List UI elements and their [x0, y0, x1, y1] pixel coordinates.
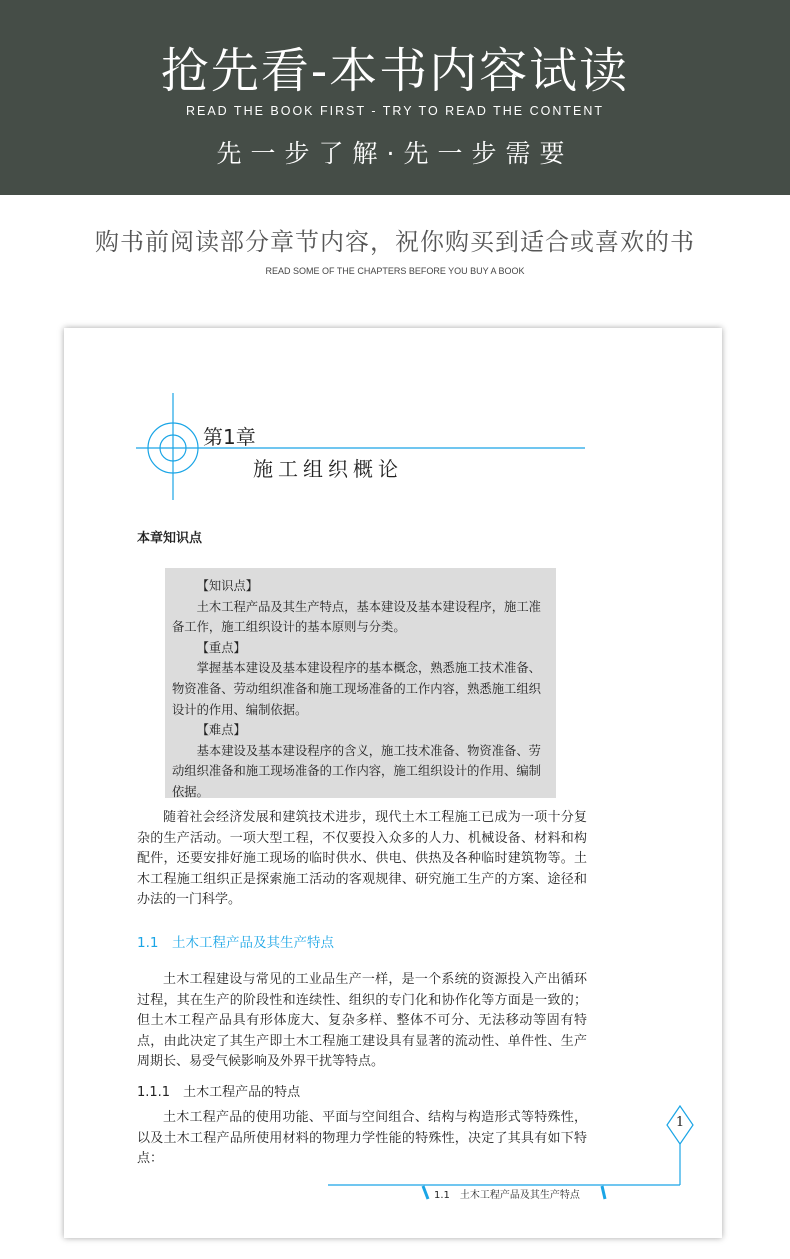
key-points-text: 掌握基本建设及基本建设程序的基本概念，熟悉施工技术准备、物资准备、劳动组织准备和施工现场准备的工作内容，熟悉施工组织设计的作用、编制依据。	[172, 661, 541, 717]
chapter-label: 第1章	[203, 425, 256, 449]
section-heading: 1.1 土木工程产品及其生产特点	[137, 935, 334, 951]
key-points-label: 【重点】	[196, 640, 246, 655]
banner-slogan: 先一步了解·先一步需要	[216, 139, 574, 168]
intro-title: 购书前阅读部分章节内容，祝你购买到适合或喜欢的书	[95, 228, 695, 256]
intro-subtitle: READ SOME OF THE CHAPTERS BEFORE YOU BUY A BOOK	[265, 266, 525, 276]
difficulties-label: 【难点】	[196, 723, 246, 738]
subsection-heading: 1.1.1 土木工程产品的特点	[137, 1085, 301, 1100]
knowledge-heading: 本章知识点	[137, 531, 203, 546]
page-number: 1	[675, 1115, 685, 1130]
chapter-target-icon	[130, 390, 600, 510]
knowledge-label: 【知识点】	[196, 579, 259, 593]
intro-paragraph: 随着社会经济发展和建筑技术进步，现代土木工程施工已成为一项十分复杂的生产活动。一项大型工程，不仅要投入众多的人力、机械设备、材料和构配件，还要安排好施工现场的临时供水、供电、供热及各种临时建筑物等。土木工程施工组织正是探索施工活动的客观规律、研究施工生产的方案、途径和办法的一门科学。	[137, 810, 587, 908]
chapter-title: 施工组织概论	[253, 457, 403, 481]
banner-subtitle: READ THE BOOK FIRST - TRY TO READ THE CONTENT	[185, 104, 605, 118]
knowledge-box	[165, 568, 556, 798]
subsection-paragraph: 土木工程产品的使用功能、平面与空间组合、结构与构造形式等特殊性，以及土木工程产品所使用材料的物理力学性能的特殊性，决定了其具有如下特点：	[137, 1110, 587, 1167]
running-footer: 1.1 土木工程产品及其生产特点	[434, 1190, 580, 1201]
section-paragraph: 土木工程建设与常见的工业品生产一样，是一个系统的资源投入产出循环过程，其在生产的阶段性和连续性、组织的专门化和协作化等方面是一致的；但土木工程产品具有形体庞大、复杂多样、整体不可分、无法移动等固有特点，由此决定了其生产即土木工程施工建设具有显著的流动性、单件性、生产周期长、易受气候影响及外界干扰等特点。	[137, 972, 587, 1070]
knowledge-text: 土木工程产品及其生产特点，基本建设及基本建设程序，施工准备工作，施工组织设计的基本原则与分类。	[172, 599, 541, 635]
banner-title: 抢先看-本书内容试读	[160, 43, 630, 99]
difficulties-text: 基本建设及基本建设程序的含义，施工技术准备、物资准备、劳动组织准备和施工现场准备的工作内容，施工组织设计的作用、编制依据。	[172, 743, 541, 799]
